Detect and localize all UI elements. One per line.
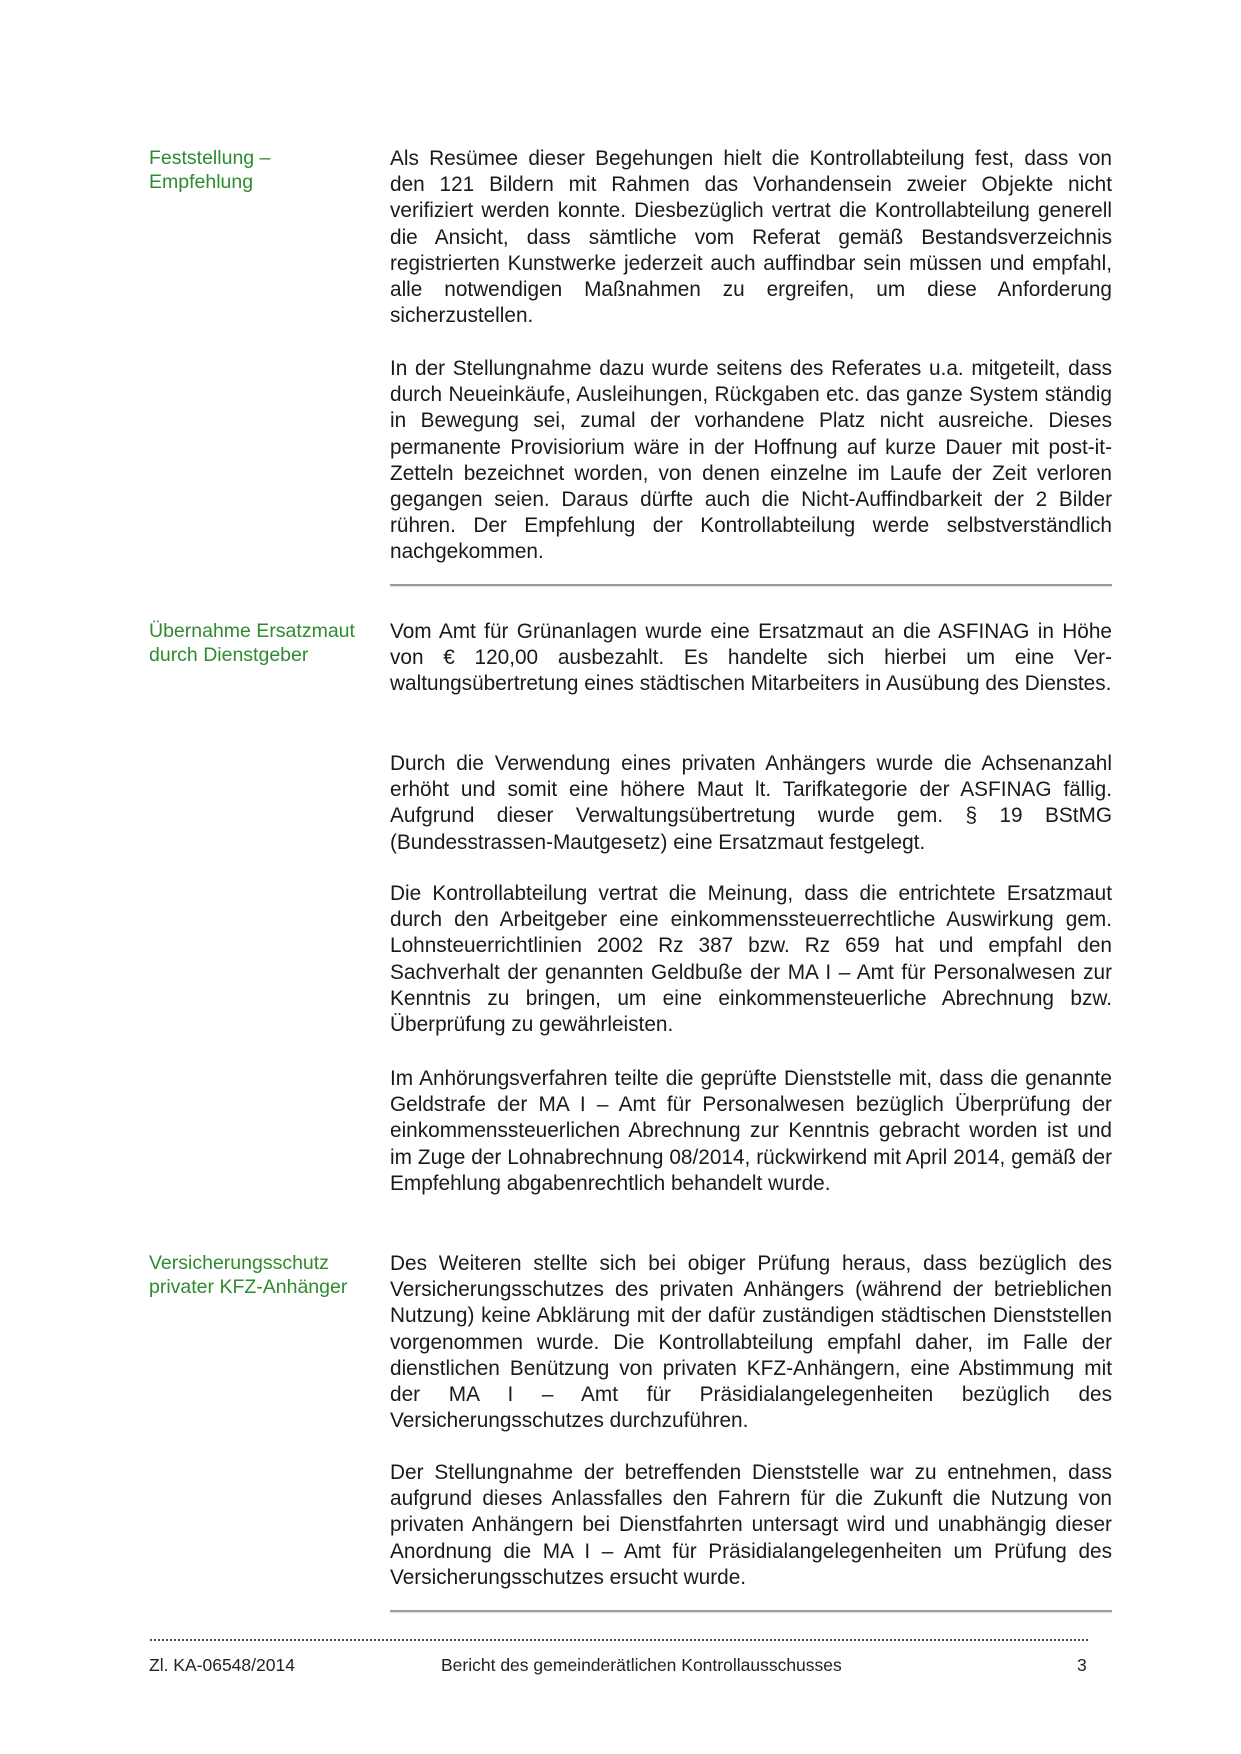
- footer-reference: Zl. KA-06548/2014: [149, 1655, 295, 1675]
- footer-title: Bericht des gemeinderätlichen Kontrollausschusses: [441, 1655, 842, 1675]
- footer-dotted-line: [149, 1638, 1089, 1642]
- paragraph-ersatzmaut: Vom Amt für Grünanlagen wurde eine Ersatzmaut an die ASFINAG in Höhe von € 120,00 ausbezahlt. Es handelte sich hierbei um eine Verwaltungsübertretung eines städtischen Mitarbeiters in Ausübung des Dienstes.: [390, 620, 1112, 696]
- paragraph-anhoerungsverfahren: Im Anhörungsverfahren teilte die geprüfte Dienststelle mit, dass die genannte Geldstrafe der MA I – Amt für Personalwesen bezüglich Überprüfung der einkommenssteuerlichen Abrechnung zur Kenntnis gebracht worden ist und im Zuge der Lohnabrechnung 08/2014, rückwirkend mit April 2014, gemäß der Empfehlung abgabenrechtlich behandelt wurde.: [390, 1067, 1112, 1195]
- sidenote-uebernahme-ersatzmaut: [149, 619, 379, 667]
- sidenote-line: privater KFZ-Anhänger: [149, 1276, 348, 1298]
- paragraph-versicherung: Des Weiteren stellte sich bei obiger Prüfung heraus, dass bezüglich des Versicherungsschutzes des privaten Anhängers (während der betrieblichen Nutzung) keine Abklärung mit der dafür zuständigen städtischen Dienststellen vorgenommen wurde. Die Kontrollabteilung empfahl daher, im Falle der dienstlichen Benützung von privaten KFZ-Anhängern, eine Abstimmung mit der MA I – Amt für Präsidialangelegenheiten bezüglich des Versicherungsschutzes durchzuführen.: [390, 1252, 1112, 1433]
- footer-page-number: 3: [1077, 1655, 1087, 1675]
- sidenote-line: Versicherungsschutz: [149, 1252, 329, 1274]
- sidenote-line: Empfehlung: [149, 171, 254, 193]
- sidenote-feststellung: [149, 146, 379, 194]
- sidenote-line: durch Dienstgeber: [149, 644, 309, 666]
- paragraph-stellungnahme-dienststelle: Der Stellungnahme der betreffenden Dienststelle war zu entnehmen, dass aufgrund dieses Anlassfalles den Fahrern für die Zukunft die Nutzung von privaten Anhängern bei Dienstfahrten untersagt wird und unabhängig dieser Anordnung die MA I – Amt für Präsidialangelegenheiten um Prüfung des Versicherungsschutzes ersucht wurde.: [390, 1461, 1112, 1589]
- section-divider: [390, 1610, 1112, 1612]
- sidenote-line: Übernahme Ersatzmaut: [149, 620, 355, 642]
- paragraph-stellungnahme-referat: In der Stellungnahme dazu wurde seitens des Referates u.a. mitgeteilt, dass durch Neueinkäufe, Ausleihungen, Rückgaben etc. das ganze System ständig in Bewegung sei, zumal der vorhandene Platz nicht ausreiche. Dieses permanente Provisiorium wäre in der Hoffnung auf kurze Dauer mit post-it-Zetteln bezeichnet worden, von denen einzelne im Laufe der Zeit verloren gegangen seien. Daraus dürfte auch die Nicht-Auffindbarkeit der 2 Bilder rühren. Der Empfehlung der Kontrollabteilung werde selbstverständlich nachgekommen.: [390, 357, 1112, 564]
- sidenote-line: Feststellung –: [149, 147, 271, 169]
- section-divider: [390, 584, 1112, 586]
- paragraph-anhaenger: Durch die Verwendung eines privaten Anhängers wurde die Achsenanzahl erhöht und somit eine höhere Maut lt. Tarifkategorie der ASFINAG fällig. Aufgrund dieser Verwaltungsübertretung wurde gem. § 19 BStMG (Bundesstrassen-Mautgesetz) eine Ersatzmaut festgelegt.: [390, 752, 1112, 854]
- paragraph-kontrollabteilung-meinung: Die Kontrollabteilung vertrat die Meinung, dass die entrichtete Ersatzmaut durch den Arbeitgeber eine einkommenssteuerrechtliche Auswirkung gem. Lohnsteuerrichtlinien 2002 Rz 387 bzw. Rz 659 hat und empfahl den Sachverhalt der genannten Geldbuße der MA I – Amt für Personalwesen zur Kenntnis zu bringen, um eine einkommensteuerliche Abrechnung bzw. Überprüfung zu gewährleisten.: [390, 882, 1112, 1037]
- paragraph-resuemee: Als Resümee dieser Begehungen hielt die Kontrollabteilung fest, dass von den 121 Bildern mit Rahmen das Vorhandensein zweier Objekte nicht verifiziert werden konnte. Diesbezüglich vertrat die Kontrollabteilung generell die Ansicht, dass sämtliche vom Referat gemäß Bestandsverzeichnis registrierten Kunstwerke jederzeit auch auffindbar sein müssen und empfahl, alle notwendigen Maßnahmen zu ergreifen, um diese Anforderung sicherzustellen.: [390, 147, 1112, 328]
- sidenote-versicherungsschutz: [149, 1251, 379, 1299]
